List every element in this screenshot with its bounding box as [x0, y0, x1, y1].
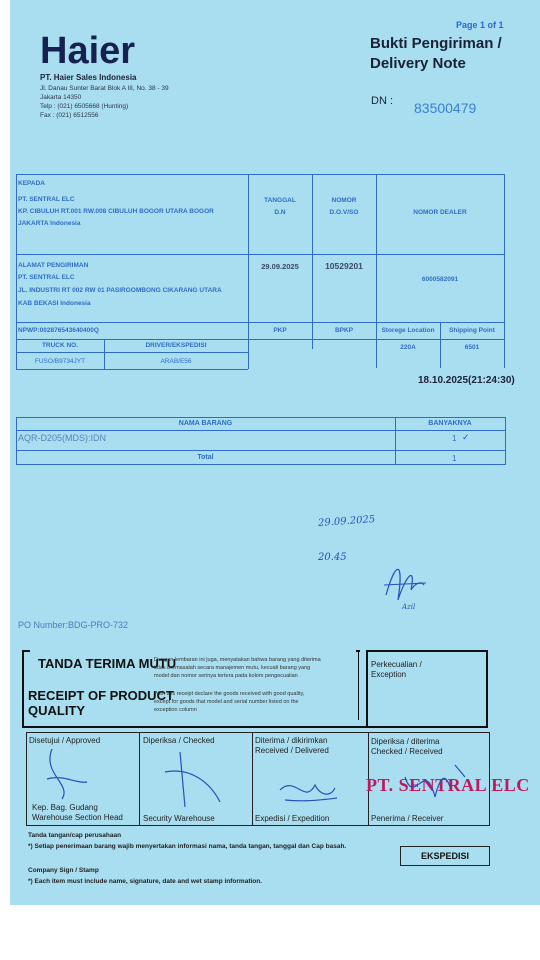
pkp-label: PKP: [273, 327, 287, 334]
total-label: Total: [197, 454, 214, 461]
order-number: 10529201: [325, 261, 363, 271]
receipt-title-en-1: RECEIPT OF PRODUCT: [28, 688, 174, 703]
nomor-label: NOMOR: [331, 197, 357, 204]
shipping-point-label: Shipping Point: [449, 327, 495, 334]
customer-name: PT. SENTRAL ELC: [18, 196, 75, 203]
company-address-1: Jl. Danau Sunter Barat Blok A III, No. 38 - 39: [40, 85, 169, 92]
kepada-label: KEPADA: [18, 180, 45, 187]
dn-label: DN :: [371, 95, 393, 107]
delivered-role: Expedisi / Expedition: [255, 814, 330, 823]
footer-note-id: *) Setiap penerimaan barang wajib menyertakan informasi nama, tanda tangan, tanggal dan Cap basah.: [28, 843, 347, 850]
received-signature-icon: [395, 757, 485, 817]
truck-value: FUSO/B9734JYT: [34, 358, 86, 365]
dn-date: 29.09.2025: [261, 262, 299, 271]
item-qty-header: BANYAKNYA: [428, 420, 472, 427]
shipping-address-2: KAB BEKASI Indonesia: [18, 300, 91, 307]
receipt-title-id: TANDA TERIMA MUTU: [38, 656, 177, 671]
delivered-signature-icon: [275, 770, 345, 810]
haier-logo: Haier: [40, 30, 136, 72]
po-number: PO Number:BDG-PRO-732: [18, 620, 129, 630]
document-title-en: Delivery Note: [370, 55, 466, 72]
check-mark-icon: ✓: [462, 432, 470, 442]
document-title-id: Bukti Pengiriman /: [370, 35, 502, 52]
copy-type-label: EKSPEDISI: [400, 846, 490, 866]
company-address-2: Jakarta 14350: [40, 94, 82, 101]
total-value: 1: [452, 454, 457, 463]
handwritten-date: 29.09.2025: [317, 514, 376, 529]
item-row-name: AQR-D205(MDS):IDN: [18, 433, 107, 443]
company-fax: Fax : (021) 6512556: [40, 112, 99, 119]
storage-location-label: Storege Location: [381, 327, 435, 334]
receipt-text-en-1: With this receipt declare the goods received with good quality,: [154, 691, 305, 697]
received-label-1: Diperiksa / diterima: [371, 737, 440, 746]
driver-label: DRIVER/EKSPEDISI: [145, 342, 207, 349]
exception-label-2: Exception: [371, 670, 407, 679]
nomor-sub-label: D.O.V/SO: [329, 209, 359, 216]
delivered-label-2: Received / Delivered: [255, 746, 329, 755]
checked-signature-icon: [150, 742, 240, 812]
footer-note-en: *) Each item must include name, signature, date and wet stamp information.: [28, 878, 263, 885]
receipt-text-id-3: model dan nomor serinya tertera pada kolom pengecualian: [154, 673, 298, 679]
truck-label: TRUCK NO.: [41, 342, 79, 349]
print-timestamp: 18.10.2025(21:24:30): [418, 375, 515, 386]
shipping-label: ALAMAT PENGIRIMAN: [18, 262, 89, 269]
receipt-text-en-2: except for goods that model and serial number listed on the: [154, 699, 299, 705]
driver-value: ARAB/E56: [160, 358, 192, 365]
receipt-text-en-3: exception column: [154, 707, 197, 713]
tanggal-label: TANGGAL: [264, 197, 296, 204]
approved-signature-icon: [32, 744, 112, 804]
page-number: Page 1 of 1: [456, 20, 504, 30]
company-name: PT. Haier Sales Indonesia: [40, 73, 137, 82]
shipping-name: PT. SENTRAL ELC: [18, 274, 75, 281]
bpkp-label: BPKP: [334, 327, 354, 334]
exception-label-1: Perkecualian /: [371, 660, 422, 669]
handwritten-time: 20.45: [318, 552, 347, 563]
dn-number: 83500479: [414, 100, 477, 116]
checked-label: Diperiksa / Checked: [143, 736, 215, 745]
shipping-point-value: 6501: [464, 344, 480, 351]
tanggal-sub-label: D.N: [274, 209, 286, 216]
item-name-header: NAMA BARANG: [178, 420, 233, 427]
company-sign-label-id: Tanda tangan/cap perusahaan: [28, 832, 122, 839]
item-row-qty: 1: [452, 434, 457, 443]
document-title: [370, 34, 502, 74]
approved-role-2: Warehouse Section Head: [32, 813, 123, 822]
approved-role-1: Kep. Bag. Gudang: [32, 803, 98, 812]
delivered-label-1: Diterima / dikirimkan: [255, 736, 328, 745]
receipt-title-en-2: QUALITY: [28, 703, 86, 718]
receipt-text-id-2: tidak bermasalah secara manajemen mutu, kecuali barang yang: [154, 665, 311, 671]
checked-role: Security Warehouse: [143, 814, 215, 823]
company-phone: Telp : (021) 6505668 (Hunting): [40, 103, 129, 110]
customer-address-1: KP. CIBULUH RT.001 RW.008 CIBULUH BOGOR UTARA BOGOR: [18, 208, 214, 215]
shipping-address-1: JL. INDUSTRI RT 002 RW 01 PASIRGOMBONG CIKARANG UTARA: [18, 287, 222, 294]
customer-address-2: JAKARTA Indonesia: [18, 220, 81, 227]
dealer-label: NOMOR DEALER: [413, 209, 467, 216]
handwritten-initials: Azil: [402, 603, 416, 611]
received-role: Penerima / Receiver: [371, 814, 444, 823]
storage-location-value: 220A: [400, 344, 416, 351]
received-label-2: Checked / Received: [371, 747, 443, 756]
company-stamp: PT. SENTRAL ELC: [366, 775, 530, 795]
approved-label: Disetujui / Approved: [29, 736, 101, 745]
npwp-number: NPWP:002876543640400Q: [18, 327, 99, 334]
dealer-number: 6000582091: [421, 276, 459, 283]
receipt-text-id-1: Dengan lembaran ini juga, menyatakan bahwa barang yang diterima: [154, 657, 321, 663]
company-sign-label-en: Company Sign / Stamp: [28, 867, 99, 874]
